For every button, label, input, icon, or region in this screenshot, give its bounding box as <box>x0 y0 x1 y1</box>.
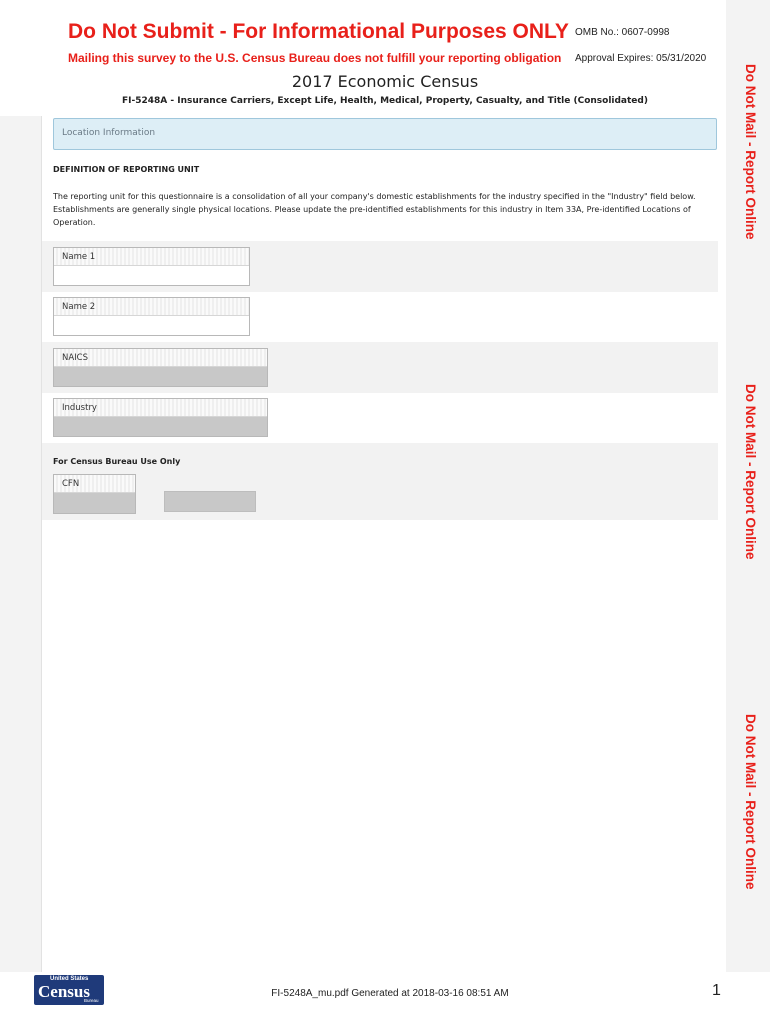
side-notice-middle: Do Not Mail - Report Online <box>743 384 758 560</box>
logo-top-text: United States <box>50 976 89 982</box>
name2-label-bar <box>54 298 249 316</box>
naics-value <box>54 367 267 386</box>
cfn-label-bar <box>54 475 135 493</box>
naics-label: NAICS <box>62 353 89 363</box>
section-header-label: Location Information <box>62 128 156 138</box>
name2-label: Name 2 <box>62 302 96 312</box>
banner-subtitle: Mailing this survey to the U.S. Census Bureau does not fulfill your reporting obligation <box>68 51 562 65</box>
name2-field[interactable] <box>53 297 250 336</box>
side-notice-bottom: Do Not Mail - Report Online <box>743 714 758 890</box>
form-subtitle: FI-5248A - Insurance Carriers, Except Life, Health, Medical, Property, Casualty, and Title (Consolidated) <box>122 96 648 106</box>
banner-title: Do Not Submit - For Informational Purposes ONLY <box>68 20 569 43</box>
logo-main-text: Census <box>38 982 90 1001</box>
name1-field[interactable] <box>53 247 250 286</box>
industry-label: Industry <box>62 403 97 413</box>
name2-input[interactable] <box>54 316 249 335</box>
left-margin-band <box>0 116 42 972</box>
census-use-gray-box <box>164 491 256 512</box>
industry-value <box>54 417 267 436</box>
side-notice-top: Do Not Mail - Report Online <box>743 64 758 240</box>
row-shade-census-use <box>42 443 718 520</box>
omb-number: OMB No.: 0607-0998 <box>575 27 670 38</box>
census-use-heading: For Census Bureau Use Only <box>53 457 181 466</box>
industry-field <box>53 398 268 437</box>
footer-generated-text: FI-5248A_mu.pdf Generated at 2018-03-16 08:51 AM <box>271 988 509 999</box>
definition-text: The reporting unit for this questionnaire is a consolidation of all your company's domestic establishments for the industry specified in the "Industry" field below. Establishments are generally single physical locations. Please update the pre-identified establishments for this industry in Item 33A, Pre-identified Locations of Operation. <box>53 192 696 227</box>
cfn-label: CFN <box>62 479 80 489</box>
cfn-field <box>53 474 136 514</box>
logo-bottom-text: Bureau <box>84 998 99 1003</box>
page-number: 1 <box>712 982 721 999</box>
name1-label-bar <box>54 248 249 266</box>
name1-input[interactable] <box>54 266 249 285</box>
name1-label: Name 1 <box>62 252 96 262</box>
naics-label-bar <box>54 349 267 367</box>
definition-heading: DEFINITION OF REPORTING UNIT <box>53 165 200 174</box>
naics-field <box>53 348 268 387</box>
cfn-value <box>54 493 135 513</box>
form-title: 2017 Economic Census <box>291 72 479 91</box>
industry-label-bar <box>54 399 267 417</box>
approval-expiration: Approval Expires: 05/31/2020 <box>575 53 707 64</box>
section-header-location-information <box>53 118 717 150</box>
